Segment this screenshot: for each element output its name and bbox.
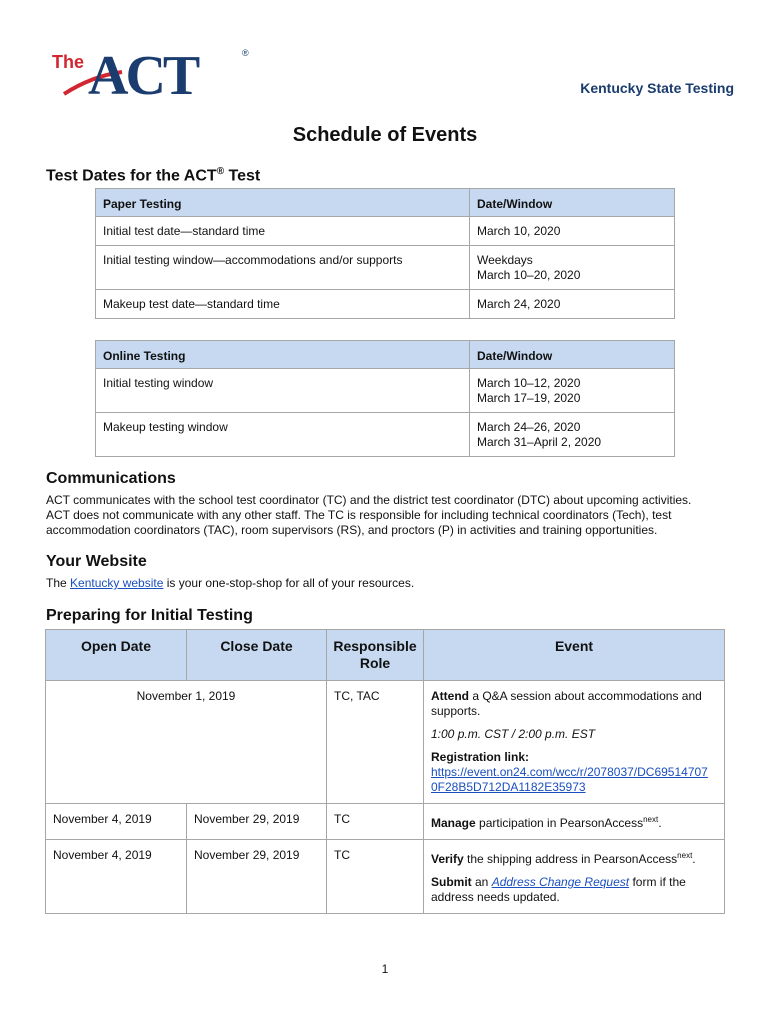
table-header-row [96, 189, 675, 217]
table-row [96, 246, 675, 290]
registration-link[interactable]: https://event.on24.com/wcc/r/2078037/DC69514707 0F28B5D712DA1182E35973 [431, 765, 708, 794]
page-number: 1 [381, 962, 389, 976]
table-row [96, 290, 675, 319]
row-event: Verify the shipping address in PearsonAccess$^{next}$. Submit an Address Change Request form if the address needs updated. [424, 840, 725, 914]
table-row [96, 217, 675, 246]
row-label: Makeup test date—standard time [96, 290, 470, 319]
act-logo-mark [52, 42, 262, 98]
table-header-row [96, 341, 675, 369]
date-window-col-header: Date/Window [470, 341, 675, 369]
paper-testing-table [95, 188, 675, 319]
table-header-row [46, 630, 725, 681]
row-label: Initial testing window [96, 369, 470, 413]
preparing-table [45, 629, 725, 914]
preparing-heading: Preparing for Initial Testing [46, 607, 253, 624]
state-testing-label: Kentucky State Testing [580, 80, 734, 96]
row-label: Initial test date—standard time [96, 217, 470, 246]
row-close-date: November 29, 2019 [187, 804, 327, 840]
row-role: TC [327, 804, 424, 840]
table-row [46, 804, 725, 840]
row-role: TC [327, 840, 424, 914]
paper-col-header: Paper Testing [96, 189, 470, 217]
row-event: Manage participation in PearsonAccess$^{next}$. [424, 804, 725, 840]
close-date-header: Close Date [187, 630, 327, 681]
table-row [46, 681, 725, 804]
row-label: Makeup testing window [96, 413, 470, 457]
test-dates-heading: Test Dates for the ACT® Test [46, 166, 261, 185]
row-date: March 24, 2020 [470, 290, 675, 319]
row-date: March 10–12, 2020 March 17–19, 2020 [470, 369, 675, 413]
row-close-date: November 29, 2019 [187, 840, 327, 914]
row-role: TC, TAC [327, 681, 424, 804]
online-testing-table [95, 340, 675, 457]
table-row [96, 413, 675, 457]
event-header: Event [424, 630, 725, 681]
online-col-header: Online Testing [96, 341, 470, 369]
row-dates: November 1, 2019 [46, 681, 327, 804]
website-heading: Your Website [46, 553, 147, 570]
act-logo [52, 42, 262, 98]
address-change-request-link[interactable]: Address Change Request [491, 875, 630, 889]
logo-registered: ® [242, 48, 249, 58]
row-open-date: November 4, 2019 [46, 804, 187, 840]
communications-heading: Communications [46, 470, 176, 487]
row-date: March 24–26, 2020 March 31–April 2, 2020 [470, 413, 675, 457]
website-text: The Kentucky website is your one-stop-shop for all of your resources. [46, 576, 415, 590]
row-event: Attend a Q&A session about accommodations and supports. 1:00 p.m. CST / 2:00 p.m. EST Registration link: https://event.on24.com/wcc/r/2078037/DC69514707 0F28B5D712DA1182E35973 [424, 681, 725, 804]
logo-act: ACT [88, 45, 198, 98]
logo-the: The [52, 52, 85, 72]
kentucky-website-link[interactable]: Kentucky website [70, 576, 164, 590]
table-row [96, 369, 675, 413]
row-date: Weekdays March 10–20, 2020 [470, 246, 675, 290]
row-date: March 10, 2020 [470, 217, 675, 246]
row-label: Initial testing window—accommodations and/or supports [96, 246, 470, 290]
table-row [46, 840, 725, 914]
row-open-date: November 4, 2019 [46, 840, 187, 914]
date-window-col-header: Date/Window [470, 189, 675, 217]
open-date-header: Open Date [46, 630, 187, 681]
responsible-role-header: Responsible Role [327, 630, 424, 681]
page-title: Schedule of Events [292, 124, 478, 146]
communications-text: ACT communicates with the school test coordinator (TC) and the district test coordinator (DTC) about upcoming activities. ACT does not communicate with any other staff. The TC is responsible for including technical coordinators (Tech), test accommodation coordinators (TAC), room supervisors (RS), and proctors (P) in activities and training opportunities. [46, 493, 692, 537]
